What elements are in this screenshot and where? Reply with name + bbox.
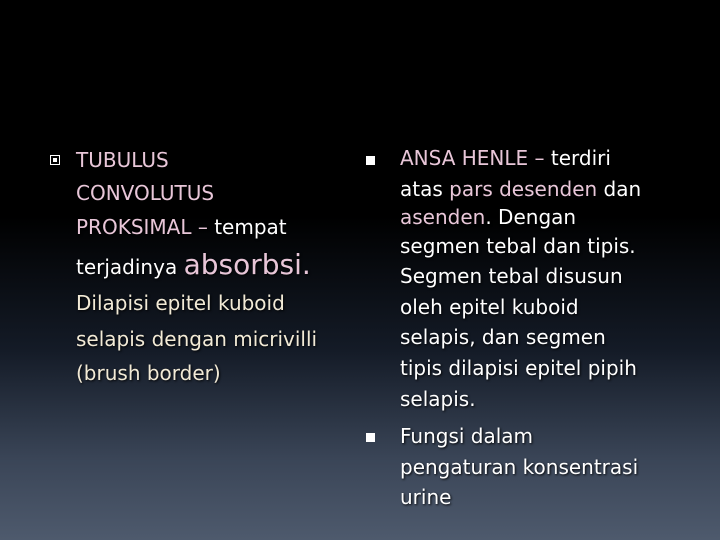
right-b2-line-3: urine [400,485,452,509]
left-line-4-part-a: terjadinya [76,255,184,279]
right-b1-line-3-part-a: asenden [400,205,486,229]
right-b1-line-6: oleh epitel kuboid [400,295,579,319]
left-line-3-part-b: tempat [214,215,287,239]
left-line-6: selapis dengan micrivilli [76,327,318,351]
right-b1-line-4: segmen tebal dan tipis. [400,234,636,258]
left-line-2: CONVOLUTUS [76,181,215,205]
right-b1-line-1 [400,146,611,170]
left-line-3-part-a: PROKSIMAL – [76,215,215,239]
left-line-4 [76,248,311,284]
right-b1-line-2 [400,177,641,201]
right-b1-line-2-part-c: dan [597,177,642,201]
right-b1-line-1-part-a: ANSA HENLE – [400,146,551,170]
right-b1-line-3-part-b: . Dengan [485,205,577,229]
left-line-3 [76,215,287,239]
right-b1-line-3 [400,205,576,229]
right-b1-line-8: tipis dilapisi epitel pipih [400,356,637,380]
left-line-5: Dilapisi epitel kuboid [76,291,285,315]
right-b2-line-2: pengaturan konsentrasi [400,455,639,479]
left-line-7: (brush border) [76,361,221,385]
bullet-square-filled-icon [366,433,375,442]
right-b1-line-2-part-b: pars desenden [449,177,598,201]
right-b1-line-2-part-a: atas [400,177,450,201]
right-b1-line-1-part-b: terdiri [550,146,611,170]
right-b1-line-7: selapis, dan segmen [400,325,606,349]
right-b2-line-1: Fungsi dalam [400,424,534,448]
left-line-4-part-b: absorbsi. [183,248,311,281]
bullet-square-icon [50,155,60,165]
right-b1-line-9: selapis. [400,387,476,411]
bullet-square-filled-icon [366,156,375,165]
left-line-1: TUBULUS [76,148,169,172]
right-b1-line-5: Segmen tebal disusun [400,264,623,288]
